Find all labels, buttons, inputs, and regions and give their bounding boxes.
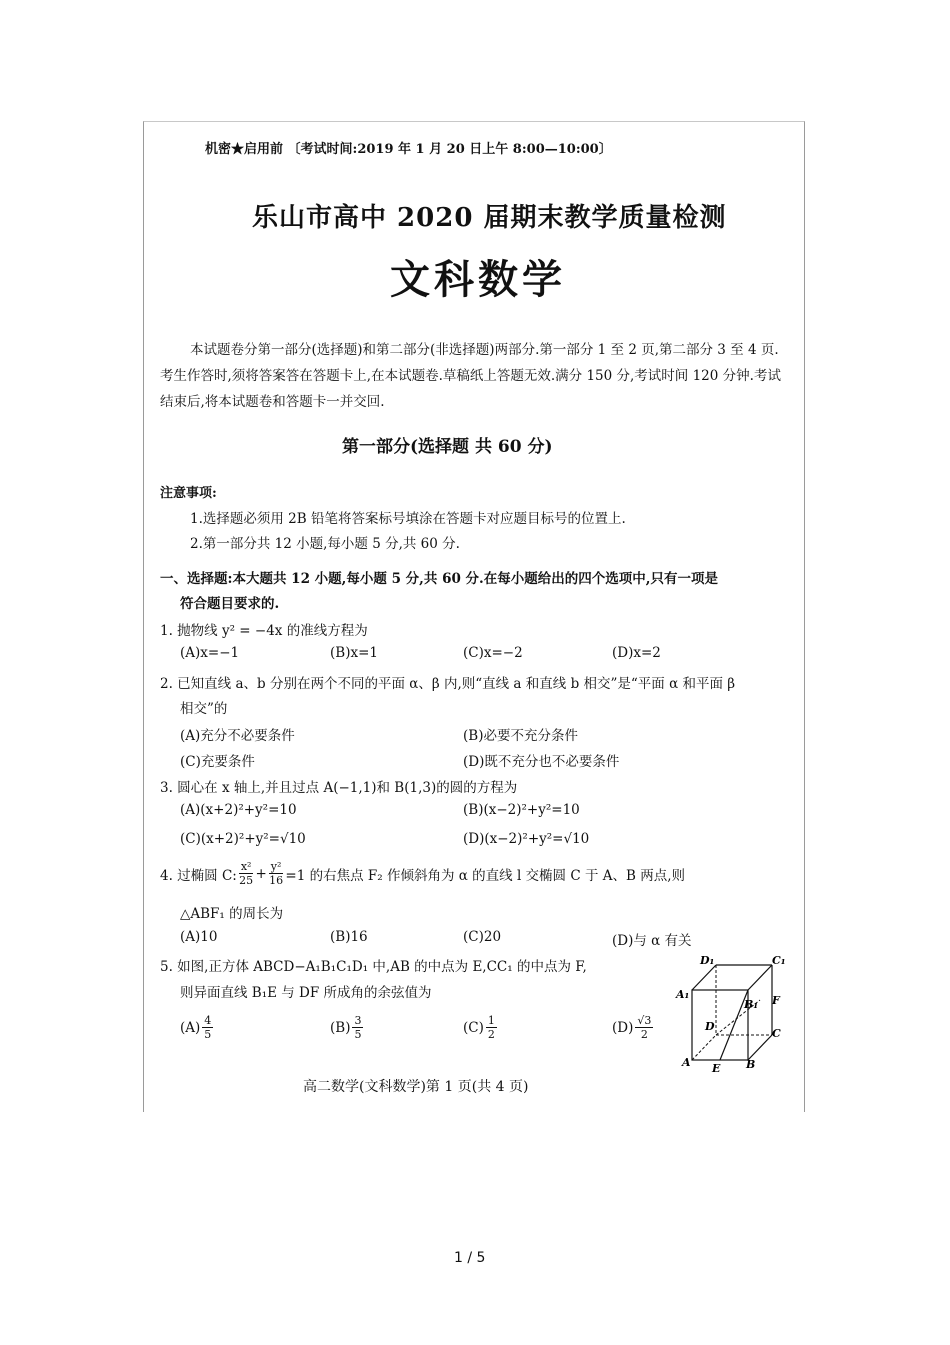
cube-label-b: B <box>746 1058 756 1071</box>
cube-label-f: F <box>772 994 780 1007</box>
section-heading: 一、选择题:本大题共 12 小题,每小题 5 分,共 60 分.在每小题给出的四个选项中,只有一项是 <box>160 571 718 587</box>
q4-fraction-x <box>239 860 254 887</box>
q5-option-d-num: √3 <box>637 1014 652 1027</box>
q4-frac1-num: x² <box>240 860 252 873</box>
q4-stem-cont: △ABF₁ 的周长为 <box>180 906 284 922</box>
q5-option-c-label: (C) <box>463 1019 484 1036</box>
q5-option-b-fraction <box>352 1014 363 1041</box>
cube-label-e: E <box>712 1062 721 1075</box>
part1-title: 第一部分(选择题 共 60 分) <box>342 437 553 457</box>
subject-title: 文科数学 <box>390 256 566 303</box>
cube-label-b1: B₁ <box>744 998 759 1011</box>
q1-stem: 1. 抛物线 y² = −4x 的准线方程为 <box>160 623 368 639</box>
pdf-page-number: 1 / 5 <box>454 1250 486 1266</box>
q4-option-a: (A)10 <box>180 929 218 945</box>
q2-option-a: (A)充分不必要条件 <box>180 728 295 744</box>
q4-frac1-den: 25 <box>239 874 254 887</box>
q5-option-a-den: 5 <box>204 1028 212 1041</box>
q3-option-c: (C)(x+2)²+y²=√10 <box>180 831 306 847</box>
q3-stem: 3. 圆心在 x 轴上,并且过点 A(−1,1)和 B(1,3)的圆的方程为 <box>160 780 518 796</box>
q4-plus: + <box>255 865 267 882</box>
cube-label-a1: A₁ <box>676 988 690 1001</box>
q4-frac2-num: y² <box>270 860 282 873</box>
notice-item: 2.第一部分共 12 小题,每小题 5 分,共 60 分. <box>190 536 460 552</box>
q1-option-a: (A)x=−1 <box>180 645 240 661</box>
q5-option-c-fraction <box>486 1014 497 1041</box>
q2-option-c: (C)充要条件 <box>180 754 255 770</box>
q3-option-d: (D)(x−2)²+y²=√10 <box>463 831 590 847</box>
q5-option-d-den: 2 <box>640 1028 648 1041</box>
q4-option-b: (B)16 <box>330 929 368 945</box>
q5-option-d-fraction <box>635 1014 653 1041</box>
cube-figure <box>672 950 797 1075</box>
q2-option-b: (B)必要不充分条件 <box>463 728 578 744</box>
q5-stem-cont: 则异面直线 B₁E 与 DF 所成角的余弦值为 <box>180 985 432 1001</box>
q4-stem-pre: 4. 过椭圆 C: <box>160 867 237 884</box>
exam-title: 乐山市高中 2020 届期末教学质量检测 <box>252 203 727 233</box>
cube-label-c: C <box>772 1027 781 1040</box>
q5-option-b-den: 5 <box>354 1028 362 1041</box>
notice-item: 1.选择题必须用 2B 铅笔将答案标号填涂在答题卡对应题目标号的位置上. <box>190 511 626 527</box>
q5-option-b <box>330 1014 365 1041</box>
q4-stem <box>160 860 685 887</box>
cube-label-d1: D₁ <box>700 954 715 967</box>
section-heading-cont: 符合题目要求的. <box>180 596 280 612</box>
q5-option-d <box>612 1014 655 1041</box>
intro-paragraph: 本试题卷分第一部分(选择题)和第二部分(非选择题)两部分.第一部分 1 至 2 页,第二部分 3 至 4 页.考生作答时,须将答案答在答题卡上,在本试题卷.草稿纸上答题无效.满分 150 分,考试时间 120 分钟.考试结束后,将本试题卷和答题卡一并交回. <box>160 342 781 410</box>
q4-option-d: (D)与 α 有关 <box>612 933 692 949</box>
q1-option-c: (C)x=−2 <box>463 645 523 661</box>
q3-option-a: (A)(x+2)²+y²=10 <box>180 802 297 818</box>
q5-option-c <box>463 1014 499 1041</box>
page-footer: 高二数学(文科数学)第 1 页(共 4 页) <box>303 1079 529 1095</box>
cube-label-d: D <box>705 1020 715 1033</box>
q2-stem: 2. 已知直线 a、b 分别在两个不同的平面 α、β 内,则“直线 a 和直线 b 相交”是“平面 α 和平面 β <box>160 676 736 692</box>
q5-option-d-label: (D) <box>612 1019 634 1036</box>
q2-stem-cont: 相交”的 <box>180 701 228 717</box>
cube-label-a: A <box>682 1056 691 1069</box>
q5-option-c-den: 2 <box>487 1028 495 1041</box>
q5-option-a-fraction <box>202 1014 213 1041</box>
notice-heading: 注意事项: <box>160 486 217 501</box>
q4-stem-post: =1 的右焦点 F₂ 作倾斜角为 α 的直线 l 交椭圆 C 于 A、B 两点,则 <box>285 867 686 884</box>
q4-frac2-den: 16 <box>269 874 284 887</box>
q5-option-b-label: (B) <box>330 1019 351 1036</box>
q5-option-a-label: (A) <box>180 1019 201 1036</box>
q5-option-c-num: 1 <box>487 1014 495 1027</box>
q1-option-b: (B)x=1 <box>330 645 378 661</box>
q4-option-c: (C)20 <box>463 929 502 945</box>
q5-option-b-num: 3 <box>354 1014 362 1027</box>
q4-fraction-y <box>269 860 284 887</box>
confidential-header: 机密★启用前 〔考试时间:2019 年 1 月 20 日上午 8:00—10:00〕 <box>205 142 612 157</box>
q3-option-b: (B)(x−2)²+y²=10 <box>463 802 580 818</box>
q5-option-a-num: 4 <box>204 1014 212 1027</box>
cube-label-c1: C₁ <box>772 954 786 967</box>
q5-stem: 5. 如图,正方体 ABCD−A₁B₁C₁D₁ 中,AB 的中点为 E,CC₁ 的中点为 F, <box>160 959 587 975</box>
q1-option-d: (D)x=2 <box>612 645 661 661</box>
q5-option-a <box>180 1014 215 1041</box>
q2-option-d: (D)既不充分也不必要条件 <box>463 754 620 770</box>
